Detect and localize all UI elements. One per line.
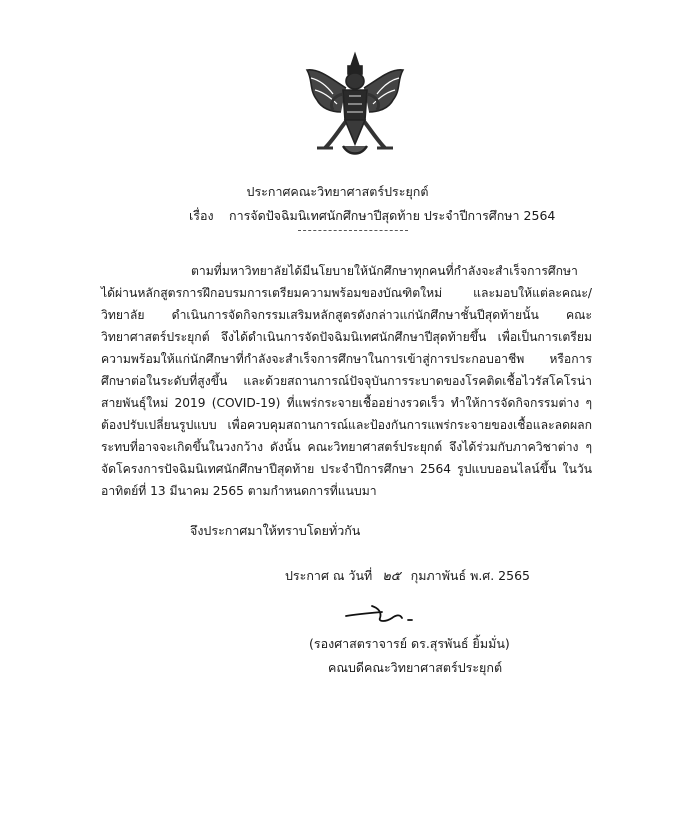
- announcement-heading: ประกาศคณะวิทยาศาสตร์ประยุกต์: [246, 184, 429, 199]
- announcement-body: ตามที่มหาวิทยาลัยได้มีนโยบายให้นักศึกษาทุกคนที่กำลังจะสำเร็จการศึกษา ได้ผ่านหลักสูตรการฝึกอบรมการเตรียมความพร้อมของบัณฑิตใหม่ และมอบให้แต่ละคณะ/วิทยาลัย ดำเนินการจัดกิจกรรมเสริมหลักสูตรดังกล่าวแก่นักศึกษาชั้นปีสุดท้ายนั้น คณะวิทยาศาสตร์ประยุกต์ จึงได้ดำเนินการจัดปัจฉิมนิเทศนักศึกษาปีสุดท้ายขึ้น เพื่อเป็นการเตรียมความพร้อมให้แก่นักศึกษาที่กำลังจะสำเร็จการศึกษาในการเข้าสู่การประกอบอาชีพ หรือการศึกษาต่อในระดับที่สูงขึ้น และด้วยสถานการณ์ปัจจุบันการระบาดของโรคติดเชื้อไวรัสโคโรน่าสายพันธุ์ใหม่ 2019 (COVID-19) ที่แพร่กระจายเชื้ออย่างรวดเร็ว ทำให้การจัดกิจกรรมต่าง ๆ ต้องปรับเปลี่ยนรูปแบบ เพื่อควบคุมสถานการณ์และป้องกันการแพร่กระจายของเชื้อและลดผลกระทบที่อาจจะเกิดขึ้นในวงกว้าง ดังนั้น คณะวิทยาศาสตร์ประยุกต์ จึงได้ร่วมกับภาควิชาต่าง ๆ จัดโครงการปัจฉิมนิเทศนักศึกษาปีสุดท้าย ประจำปีการศึกษา 2564 รูปแบบออนไลน์ขึ้น ในวันอาทิตย์ที่ 13 มีนาคม 2565 ตามกำหนดการที่แนบมา: [101, 264, 592, 498]
- subject-label: เรื่อง: [189, 208, 214, 223]
- garuda-emblem-icon: [303, 50, 407, 162]
- dashed-separator: [298, 230, 408, 231]
- subject-text: การจัดปัจฉิมนิเทศนักศึกษาปีสุดท้าย ประจำปีการศึกษา 2564: [229, 208, 556, 223]
- signer-name: (รองศาสตราจารย์ ดร.สุรพันธ์ ยิ้มมั่น): [309, 636, 510, 651]
- signer-title: คณบดีคณะวิทยาศาสตร์ประยุกต์: [328, 660, 503, 675]
- closing-line: จึงประกาศมาให้ทราบโดยทั่วกัน: [190, 523, 361, 538]
- date-line: [285, 565, 536, 586]
- handwritten-signature: [342, 598, 422, 628]
- date-day: ๒๕: [382, 569, 401, 584]
- date-month-year: กุมภาพันธ์ พ.ศ. 2565: [410, 568, 530, 583]
- subject-line: [189, 206, 555, 226]
- date-prefix: ประกาศ ณ วันที่: [285, 568, 373, 583]
